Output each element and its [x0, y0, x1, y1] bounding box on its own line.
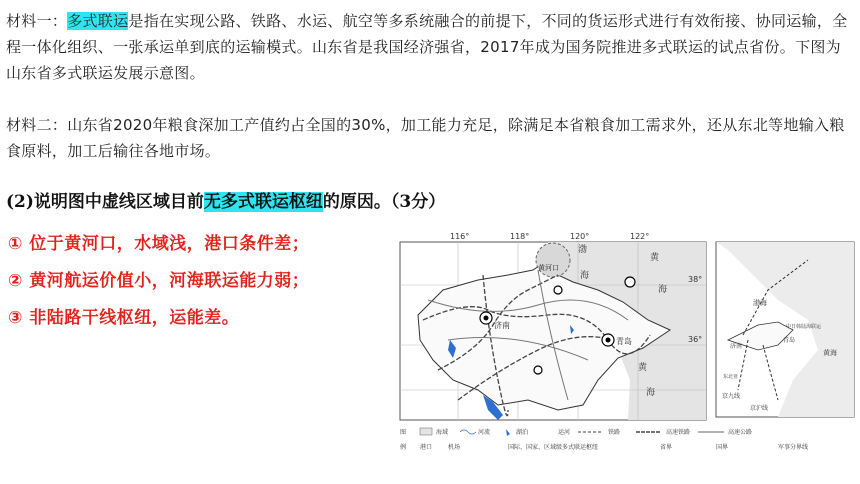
lon-label-118: 118°: [510, 232, 530, 241]
legend-hub: 国际、国家、区域级多式联运枢纽: [508, 444, 599, 451]
material-1-prefix: 材料一：: [6, 12, 68, 30]
legend-title-2: 例: [400, 444, 407, 451]
inset-cjk-route: 中日韩陆海联运: [786, 324, 822, 330]
material-1: [6, 8, 854, 86]
legend-canal: 运河: [558, 429, 571, 436]
legend-expressway: 高速公路: [728, 429, 753, 436]
legend-airport: 机场: [448, 444, 461, 451]
question-highlight: 无多式联运枢纽: [203, 192, 323, 212]
inset-jinan: 济南: [730, 343, 743, 350]
material-1-body: 是指在实现公路、铁路、水运、航空等多系统融合的前提下，不同的货运形式进行有效衔接、协同运输，全程一体化组织、一张承运单到底的运输模式。山东省是我国经济强省，2017年成为国务院推进多式联运的试点省份。下图为山东省多式联运发展示意图。: [6, 12, 848, 82]
legend-river: 河流: [478, 429, 491, 436]
answer-2: ② 黄河航运价值小，河海联运能力弱；: [8, 271, 310, 291]
sea-label-5: 黄: [638, 363, 648, 373]
place-huanghekou: 黄河口: [538, 264, 559, 272]
lon-label-122: 122°: [630, 232, 650, 241]
legend-railway: 铁路: [608, 429, 621, 436]
lat-label-38: 38°: [688, 275, 703, 284]
inset-jingjiu: 京九线: [722, 393, 741, 400]
question-2: [6, 189, 445, 215]
legend-hsr: 高速铁路: [666, 429, 691, 436]
lon-label-120: 120°: [570, 232, 590, 241]
map-figure: [398, 230, 856, 454]
lat-label-36: 36°: [688, 335, 703, 344]
inset-huanghai: 黄海: [823, 349, 837, 357]
material-1-highlight: 多式联运: [67, 12, 129, 30]
sea-label-2: 海: [580, 271, 590, 281]
question-prefix: (2)说明图中虚线区域目前: [6, 192, 204, 212]
legend-sea: 海域: [436, 429, 449, 436]
place-jinan: 济南: [494, 321, 510, 330]
inset-bohai: 渤海: [753, 299, 767, 307]
question-suffix: 的原因。（3分）: [322, 192, 446, 212]
inset-qingdao: 青岛: [783, 337, 796, 344]
inset-northeast-asia: 东北亚: [723, 374, 739, 380]
legend-military-line: 军事分界线: [778, 444, 809, 451]
shandong-multimodal-map: [398, 230, 856, 454]
material-2: [6, 112, 854, 164]
sea-label-3: 黄: [650, 253, 660, 263]
answer-3: ③ 非陆路干线枢纽，运能差。: [8, 308, 240, 328]
sea-label-1: 渤: [578, 245, 588, 255]
place-qingdao: 青岛: [616, 337, 632, 346]
legend-province-border: 省界: [660, 444, 673, 451]
legend-lake: 湖泊: [516, 429, 529, 436]
legend-national-border: 国界: [716, 444, 729, 451]
legend-title-1: 图: [400, 429, 407, 436]
sea-label-6: 海: [646, 388, 656, 398]
answer-1: ① 位于黄河口，水域浅，港口条件差；: [8, 234, 310, 254]
material-2-body: 材料二：山东省2020年粮食深加工产值约占全国的30%，加工能力充足，除满足本省粮食加工需求外，还从东北等地输入粮食原料，加工后输往各地市场。: [6, 116, 845, 160]
lon-label-116: 116°: [450, 232, 470, 241]
legend-port: 港口: [420, 444, 433, 451]
inset-jinghu: 京沪线: [750, 405, 769, 412]
sea-label-4: 海: [658, 285, 668, 295]
